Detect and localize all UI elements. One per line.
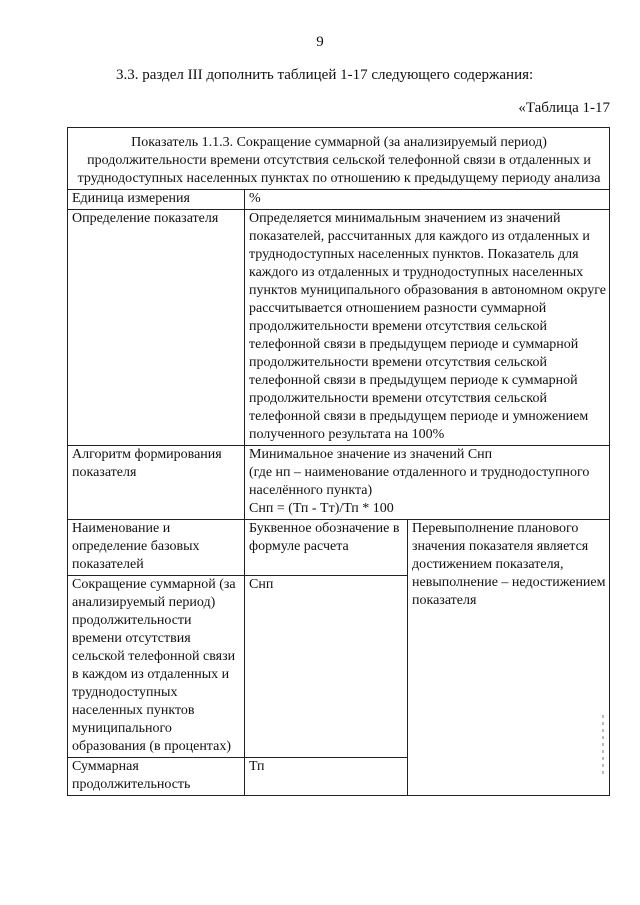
base-label: Наименование и определение базовых показателей <box>68 520 245 576</box>
algorithm-line2: (где нп – наименование отдаленного и труднодоступного населённого пункта) <box>249 465 590 498</box>
base-note: Перевыполнение планового значения показателя является достижением показателя, невыполнение – недостижением показателя <box>408 520 610 796</box>
unit-row <box>68 190 610 210</box>
algorithm-value <box>245 446 610 520</box>
scan-artifact <box>602 715 604 775</box>
algorithm-formula: Снп = (Тп - Тт)/Тп * 100 <box>249 501 394 516</box>
algorithm-label: Алгоритм формирования показателя <box>68 446 245 520</box>
base-header-row <box>68 520 610 576</box>
algorithm-line1: Минимальное значение из значений Снп <box>249 447 493 462</box>
page-number: 9 <box>316 34 324 50</box>
row2-name: Суммарная продолжительность <box>68 758 245 796</box>
row2-symbol: Тп <box>245 758 408 796</box>
definition-label: Определение показателя <box>68 210 245 446</box>
unit-label: Единица измерения <box>68 190 245 210</box>
algorithm-row <box>68 446 610 520</box>
table-caption: «Таблица 1-17 <box>518 100 610 116</box>
indicator-table <box>67 127 610 796</box>
row1-symbol: Снп <box>245 576 408 758</box>
indicator-header: Показатель 1.1.3. Сокращение суммарной (за анализируемый период) продолжительности времени отсутствия сельской телефонной связи в отдаленных и труднодоступных населенных пунктах по отношению к предыдущему периоду анализа <box>68 128 610 190</box>
row1-name: Сокращение суммарной (за анализируемый период) продолжительности времени отсутствия сельской телефонной связи в каждом из отдаленных и труднодоступных населенных пунктов муниципального образования (в процентах) <box>68 576 245 758</box>
header-row <box>68 128 610 190</box>
base-symbol-header: Буквенное обозначение в формуле расчета <box>245 520 408 576</box>
intro-text: 3.3. раздел III дополнить таблицей 1-17 следующего содержания: <box>116 67 534 83</box>
unit-value: % <box>245 190 610 210</box>
definition-row <box>68 210 610 446</box>
definition-value: Определяется минимальным значением из значений показателей, рассчитанных для каждого из отдаленных и труднодоступных населенных пунктов. Показатель для каждого из отдаленных и труднодоступных населенных пунктов муниципального образования в автономном округе рассчитывается отношением разности суммарной продолжительности времени отсутствия сельской телефонной связи в предыдущем периоде и суммарной продолжительности времени отсутствия сельской телефонной связи в предыдущем периоде к суммарной продолжительности времени отсутствия сельской телефонной связи в предыдущем периоде и умножением полученного результата на 100% <box>245 210 610 446</box>
